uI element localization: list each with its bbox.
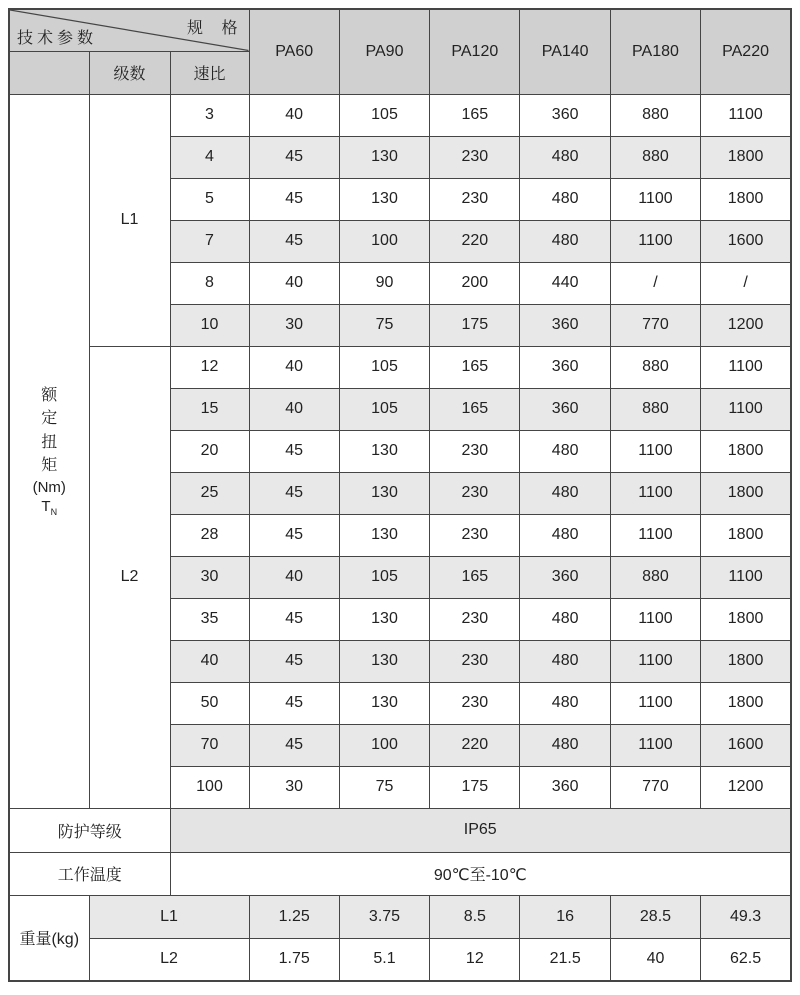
- temperature-value: 90℃至-10℃: [170, 852, 791, 895]
- model-header-pa120: PA120: [430, 9, 520, 94]
- torque-value-pa60-ratio-12: 40: [249, 346, 339, 388]
- torque-value-pa180-ratio-35: 1100: [610, 598, 700, 640]
- stage-cell-l1: L1: [89, 94, 170, 346]
- torque-value-pa60-ratio-7: 45: [249, 220, 339, 262]
- torque-value-pa120-ratio-7: 220: [430, 220, 520, 262]
- torque-value-pa140-ratio-35: 480: [520, 598, 610, 640]
- torque-value-pa180-ratio-20: 1100: [610, 430, 700, 472]
- weight-label: 重量(kg): [9, 895, 89, 981]
- ratio-cell-12: 12: [170, 346, 249, 388]
- torque-value-pa180-ratio-8: /: [610, 262, 700, 304]
- stage-column-header: 级数: [89, 51, 170, 94]
- ratio-cell-30: 30: [170, 556, 249, 598]
- weight-value-pa60-l2: 1.75: [249, 938, 339, 981]
- torque-value-pa60-ratio-50: 45: [249, 682, 339, 724]
- torque-value-pa60-ratio-3: 40: [249, 94, 339, 136]
- torque-row-ratio-12: [9, 346, 791, 388]
- torque-value-pa180-ratio-7: 1100: [610, 220, 700, 262]
- torque-value-pa90-ratio-25: 130: [339, 472, 429, 514]
- torque-value-pa90-ratio-8: 90: [339, 262, 429, 304]
- torque-value-pa220-ratio-12: 1100: [701, 346, 791, 388]
- weight-row-l1: [9, 895, 791, 938]
- weight-section: [9, 895, 791, 981]
- model-header-pa90: PA90: [339, 9, 429, 94]
- footer-section: [9, 808, 791, 895]
- torque-value-pa140-ratio-50: 480: [520, 682, 610, 724]
- ratio-cell-70: 70: [170, 724, 249, 766]
- ratio-cell-8: 8: [170, 262, 249, 304]
- torque-value-pa120-ratio-40: 230: [430, 640, 520, 682]
- torque-value-pa60-ratio-15: 40: [249, 388, 339, 430]
- torque-value-pa180-ratio-25: 1100: [610, 472, 700, 514]
- torque-value-pa90-ratio-5: 130: [339, 178, 429, 220]
- torque-value-pa220-ratio-7: 1600: [701, 220, 791, 262]
- temperature-row: [9, 852, 791, 895]
- torque-value-pa140-ratio-12: 360: [520, 346, 610, 388]
- torque-value-pa90-ratio-28: 130: [339, 514, 429, 556]
- torque-value-pa180-ratio-28: 1100: [610, 514, 700, 556]
- torque-value-pa120-ratio-35: 230: [430, 598, 520, 640]
- torque-section: [9, 94, 791, 808]
- ratio-cell-3: 3: [170, 94, 249, 136]
- ratio-cell-25: 25: [170, 472, 249, 514]
- protection-value: IP65: [170, 808, 791, 852]
- torque-value-pa90-ratio-15: 105: [339, 388, 429, 430]
- torque-value-pa90-ratio-3: 105: [339, 94, 429, 136]
- torque-value-pa180-ratio-12: 880: [610, 346, 700, 388]
- torque-value-pa220-ratio-4: 1800: [701, 136, 791, 178]
- weight-value-pa180-l2: 40: [610, 938, 700, 981]
- ratio-cell-40: 40: [170, 640, 249, 682]
- torque-value-pa140-ratio-28: 480: [520, 514, 610, 556]
- empty-header-cell: [9, 51, 89, 94]
- torque-value-pa120-ratio-70: 220: [430, 724, 520, 766]
- torque-value-pa140-ratio-15: 360: [520, 388, 610, 430]
- torque-value-pa140-ratio-30: 360: [520, 556, 610, 598]
- torque-symbol-subscript: N: [50, 506, 58, 517]
- torque-value-pa120-ratio-25: 230: [430, 472, 520, 514]
- model-header-pa220: PA220: [701, 9, 791, 94]
- torque-value-pa120-ratio-28: 230: [430, 514, 520, 556]
- torque-value-pa220-ratio-30: 1100: [701, 556, 791, 598]
- torque-value-pa220-ratio-28: 1800: [701, 514, 791, 556]
- torque-value-pa120-ratio-10: 175: [430, 304, 520, 346]
- torque-value-pa180-ratio-4: 880: [610, 136, 700, 178]
- corner-spec-label: 规 格: [187, 20, 245, 37]
- corner-cell: [9, 9, 249, 51]
- torque-value-pa120-ratio-8: 200: [430, 262, 520, 304]
- torque-value-pa220-ratio-10: 1200: [701, 304, 791, 346]
- model-header-pa180: PA180: [610, 9, 700, 94]
- technical-parameters-table: [8, 8, 792, 982]
- weight-value-pa140-l1: 16: [520, 895, 610, 938]
- temperature-label: 工作温度: [9, 852, 170, 895]
- weight-stage-l1: L1: [89, 895, 249, 938]
- torque-value-pa60-ratio-5: 45: [249, 178, 339, 220]
- torque-value-pa60-ratio-10: 30: [249, 304, 339, 346]
- torque-value-pa220-ratio-15: 1100: [701, 388, 791, 430]
- torque-value-pa120-ratio-50: 230: [430, 682, 520, 724]
- weight-value-pa120-l1: 8.5: [430, 895, 520, 938]
- torque-value-pa140-ratio-25: 480: [520, 472, 610, 514]
- torque-value-pa220-ratio-25: 1800: [701, 472, 791, 514]
- torque-value-pa180-ratio-30: 880: [610, 556, 700, 598]
- torque-value-pa140-ratio-4: 480: [520, 136, 610, 178]
- weight-value-pa220-l1: 49.3: [701, 895, 791, 938]
- torque-value-pa120-ratio-5: 230: [430, 178, 520, 220]
- torque-value-pa60-ratio-20: 45: [249, 430, 339, 472]
- model-header-pa60: PA60: [249, 9, 339, 94]
- torque-value-pa180-ratio-3: 880: [610, 94, 700, 136]
- torque-value-pa60-ratio-28: 45: [249, 514, 339, 556]
- torque-value-pa180-ratio-10: 770: [610, 304, 700, 346]
- torque-value-pa220-ratio-20: 1800: [701, 430, 791, 472]
- weight-value-pa140-l2: 21.5: [520, 938, 610, 981]
- protection-label: 防护等级: [9, 808, 170, 852]
- torque-value-pa140-ratio-8: 440: [520, 262, 610, 304]
- ratio-cell-20: 20: [170, 430, 249, 472]
- torque-value-pa120-ratio-12: 165: [430, 346, 520, 388]
- torque-value-pa120-ratio-20: 230: [430, 430, 520, 472]
- torque-value-pa60-ratio-40: 45: [249, 640, 339, 682]
- torque-value-pa60-ratio-35: 45: [249, 598, 339, 640]
- ratio-cell-28: 28: [170, 514, 249, 556]
- torque-value-pa220-ratio-8: /: [701, 262, 791, 304]
- torque-value-pa120-ratio-15: 165: [430, 388, 520, 430]
- torque-value-pa220-ratio-100: 1200: [701, 766, 791, 808]
- torque-value-pa180-ratio-40: 1100: [610, 640, 700, 682]
- torque-value-pa90-ratio-20: 130: [339, 430, 429, 472]
- weight-value-pa90-l1: 3.75: [339, 895, 429, 938]
- ratio-cell-35: 35: [170, 598, 249, 640]
- torque-value-pa90-ratio-35: 130: [339, 598, 429, 640]
- torque-value-pa180-ratio-70: 1100: [610, 724, 700, 766]
- ratio-cell-5: 5: [170, 178, 249, 220]
- rated-torque-vertical-text: 额定扭矩: [41, 387, 58, 474]
- weight-stage-l2: L2: [89, 938, 249, 981]
- torque-value-pa90-ratio-100: 75: [339, 766, 429, 808]
- torque-value-pa90-ratio-10: 75: [339, 304, 429, 346]
- torque-value-pa90-ratio-4: 130: [339, 136, 429, 178]
- corner-params-label: 技术参数: [17, 29, 98, 47]
- rated-torque-label-cell: [9, 94, 89, 808]
- torque-value-pa220-ratio-3: 1100: [701, 94, 791, 136]
- ratio-cell-50: 50: [170, 682, 249, 724]
- torque-value-pa60-ratio-30: 40: [249, 556, 339, 598]
- weight-value-pa220-l2: 62.5: [701, 938, 791, 981]
- torque-value-pa120-ratio-4: 230: [430, 136, 520, 178]
- ratio-column-header: 速比: [170, 51, 249, 94]
- torque-value-pa220-ratio-5: 1800: [701, 178, 791, 220]
- torque-value-pa220-ratio-50: 1800: [701, 682, 791, 724]
- torque-value-pa220-ratio-35: 1800: [701, 598, 791, 640]
- torque-value-pa90-ratio-40: 130: [339, 640, 429, 682]
- weight-value-pa120-l2: 12: [430, 938, 520, 981]
- torque-value-pa140-ratio-5: 480: [520, 178, 610, 220]
- torque-value-pa140-ratio-20: 480: [520, 430, 610, 472]
- torque-value-pa60-ratio-8: 40: [249, 262, 339, 304]
- torque-value-pa140-ratio-70: 480: [520, 724, 610, 766]
- torque-value-pa220-ratio-70: 1600: [701, 724, 791, 766]
- torque-value-pa120-ratio-30: 165: [430, 556, 520, 598]
- weight-value-pa90-l2: 5.1: [339, 938, 429, 981]
- torque-value-pa120-ratio-100: 175: [430, 766, 520, 808]
- ratio-cell-10: 10: [170, 304, 249, 346]
- torque-value-pa180-ratio-50: 1100: [610, 682, 700, 724]
- header-row-top: [9, 9, 791, 51]
- ratio-cell-7: 7: [170, 220, 249, 262]
- weight-value-pa60-l1: 1.25: [249, 895, 339, 938]
- torque-value-pa180-ratio-100: 770: [610, 766, 700, 808]
- model-header-pa140: PA140: [520, 9, 610, 94]
- torque-value-pa140-ratio-3: 360: [520, 94, 610, 136]
- torque-value-pa90-ratio-50: 130: [339, 682, 429, 724]
- torque-value-pa60-ratio-25: 45: [249, 472, 339, 514]
- torque-symbol-letter: T: [41, 497, 51, 515]
- protection-row: [9, 808, 791, 852]
- ratio-cell-4: 4: [170, 136, 249, 178]
- torque-value-pa180-ratio-15: 880: [610, 388, 700, 430]
- ratio-cell-100: 100: [170, 766, 249, 808]
- torque-value-pa120-ratio-3: 165: [430, 94, 520, 136]
- torque-value-pa90-ratio-12: 105: [339, 346, 429, 388]
- table-header: [9, 9, 791, 94]
- rated-torque-unit: (Nm): [32, 478, 66, 496]
- torque-value-pa140-ratio-7: 480: [520, 220, 610, 262]
- torque-value-pa90-ratio-70: 100: [339, 724, 429, 766]
- torque-value-pa90-ratio-7: 100: [339, 220, 429, 262]
- torque-value-pa140-ratio-40: 480: [520, 640, 610, 682]
- torque-value-pa140-ratio-100: 360: [520, 766, 610, 808]
- stage-cell-l2: L2: [89, 346, 170, 808]
- torque-value-pa220-ratio-40: 1800: [701, 640, 791, 682]
- torque-row-ratio-3: [9, 94, 791, 136]
- torque-value-pa60-ratio-4: 45: [249, 136, 339, 178]
- weight-value-pa180-l1: 28.5: [610, 895, 700, 938]
- torque-value-pa140-ratio-10: 360: [520, 304, 610, 346]
- weight-row-l2: [9, 938, 791, 981]
- torque-value-pa60-ratio-100: 30: [249, 766, 339, 808]
- torque-value-pa180-ratio-5: 1100: [610, 178, 700, 220]
- rated-torque-symbol: [10, 498, 89, 518]
- ratio-cell-15: 15: [170, 388, 249, 430]
- torque-value-pa90-ratio-30: 105: [339, 556, 429, 598]
- torque-value-pa60-ratio-70: 45: [249, 724, 339, 766]
